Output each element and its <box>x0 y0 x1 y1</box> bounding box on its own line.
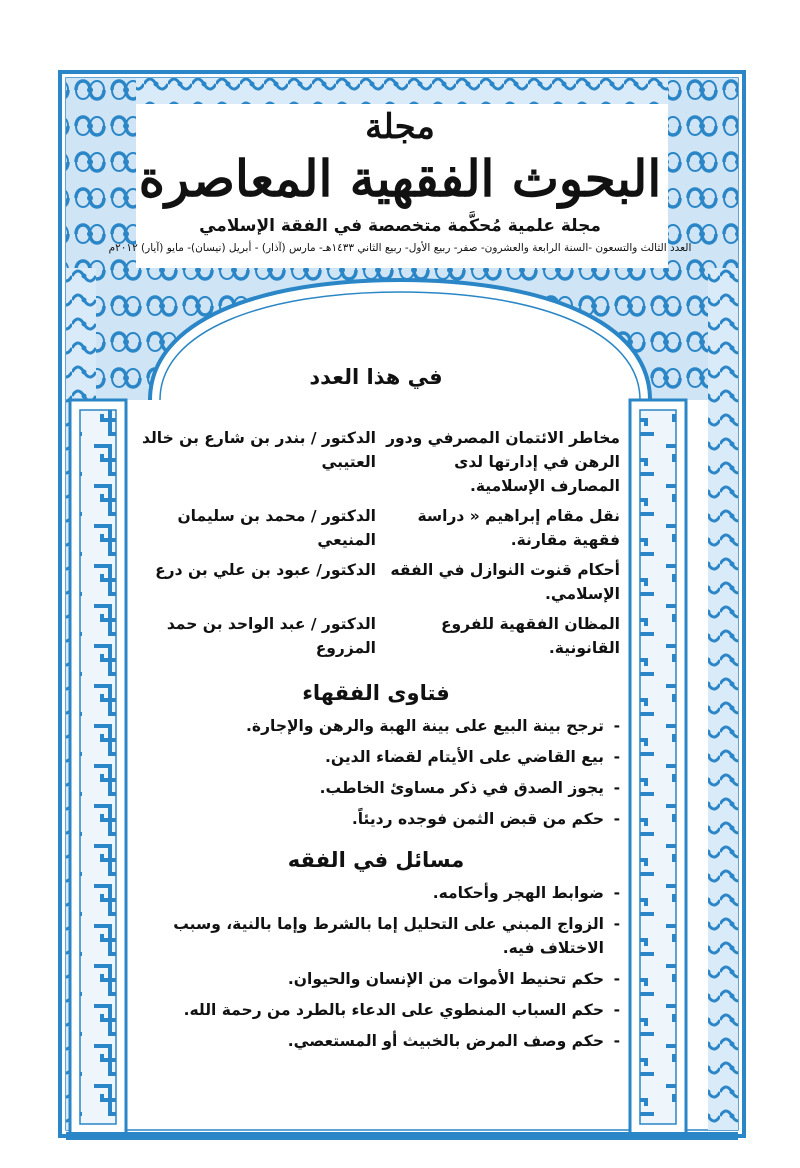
list-item <box>132 714 620 738</box>
article-author: الدكتور / بندر بن شارع بن خالد العتيبي <box>141 429 376 471</box>
contents <box>132 362 620 1060</box>
bullet-dash: - <box>613 779 620 797</box>
list-item <box>132 998 620 1022</box>
journal-word: مجلة <box>365 107 435 147</box>
fatawa-item: ترجح بينة البيع على بينة الهبة والرهن والإجارة. <box>246 717 604 735</box>
article-row <box>132 558 620 606</box>
article-title: أحكام قنوت النوازل في الفقه الإسلامي. <box>390 561 620 603</box>
article-author: الدكتور / عبد الواحد بن حمد المزروع <box>166 615 376 657</box>
article-author: الدكتور / محمد بن سليمان المنيعي <box>177 507 376 549</box>
bullet-dash: - <box>613 1001 620 1019</box>
bullet-dash: - <box>613 915 620 933</box>
journal-subtitle: مجلة علمية مُحكَّمة متخصصة في الفقة الإسلامي <box>199 216 601 236</box>
article-title: المظان الفقهية للفروع القانونية. <box>440 615 620 657</box>
bullet-dash: - <box>613 884 620 902</box>
issue-line: العدد الثالث والتسعون -السنة الرابعة والعشرون- صفر- ربيع الأول- ربيع الثاني ١٤٣٣هـ- مارس (آذار) - أبريل (نيسان)- مايو (آيار) ٢٠١٢م <box>108 242 692 254</box>
fatawa-item: بيع القاضي على الأيتام لقضاء الدين. <box>325 748 604 766</box>
list-item <box>132 807 620 831</box>
masthead <box>0 108 800 256</box>
article-author: الدكتور/ عبود بن علي بن درع <box>155 561 376 579</box>
fatawa-heading: فتاوى الفقهاء <box>302 681 450 705</box>
article-row <box>132 612 620 660</box>
masail-item: حكم تحنيط الأموات من الإنسان والحيوان. <box>287 970 604 988</box>
list-item <box>132 1029 620 1053</box>
list-item <box>132 776 620 800</box>
fatawa-item: حكم من قبض الثمن فوجده رديئاً. <box>351 810 604 828</box>
masail-item: حكم وصف المرض بالخبيث أو المستعصي. <box>287 1032 604 1050</box>
list-item <box>132 912 620 960</box>
bullet-dash: - <box>613 810 620 828</box>
list-item <box>132 745 620 769</box>
bullet-dash: - <box>613 1032 620 1050</box>
masail-item: حكم السباب المنطوي على الدعاء بالطرد من رحمة الله. <box>183 1001 604 1019</box>
bullet-dash: - <box>613 748 620 766</box>
bullet-dash: - <box>613 717 620 735</box>
bullet-dash: - <box>613 970 620 988</box>
masail-heading: مسائل في الفقه <box>287 848 465 872</box>
in-this-issue-heading: في هذا العدد <box>309 365 443 389</box>
article-row <box>132 504 620 552</box>
masail-item: ضوابط الهجر وأحكامه. <box>432 884 604 902</box>
list-item <box>132 881 620 905</box>
masail-item: الزواج المبني على التحليل إما بالشرط وإما بالنية، وسبب الاختلاف فيه. <box>173 915 604 957</box>
journal-title: البحوث الفقهية المعاصرة <box>138 149 662 208</box>
fatawa-item: يجوز الصدق في ذكر مساوئ الخاطب. <box>319 779 604 797</box>
article-title: مخاطر الائتمان المصرفي ودور الرهن في إدارتها لدى المصارف الإسلامية. <box>386 429 620 495</box>
list-item <box>132 967 620 991</box>
article-row <box>132 426 620 498</box>
article-title: نقل مقام إبراهيم « دراسة فقهية مقارنة. <box>417 507 620 549</box>
